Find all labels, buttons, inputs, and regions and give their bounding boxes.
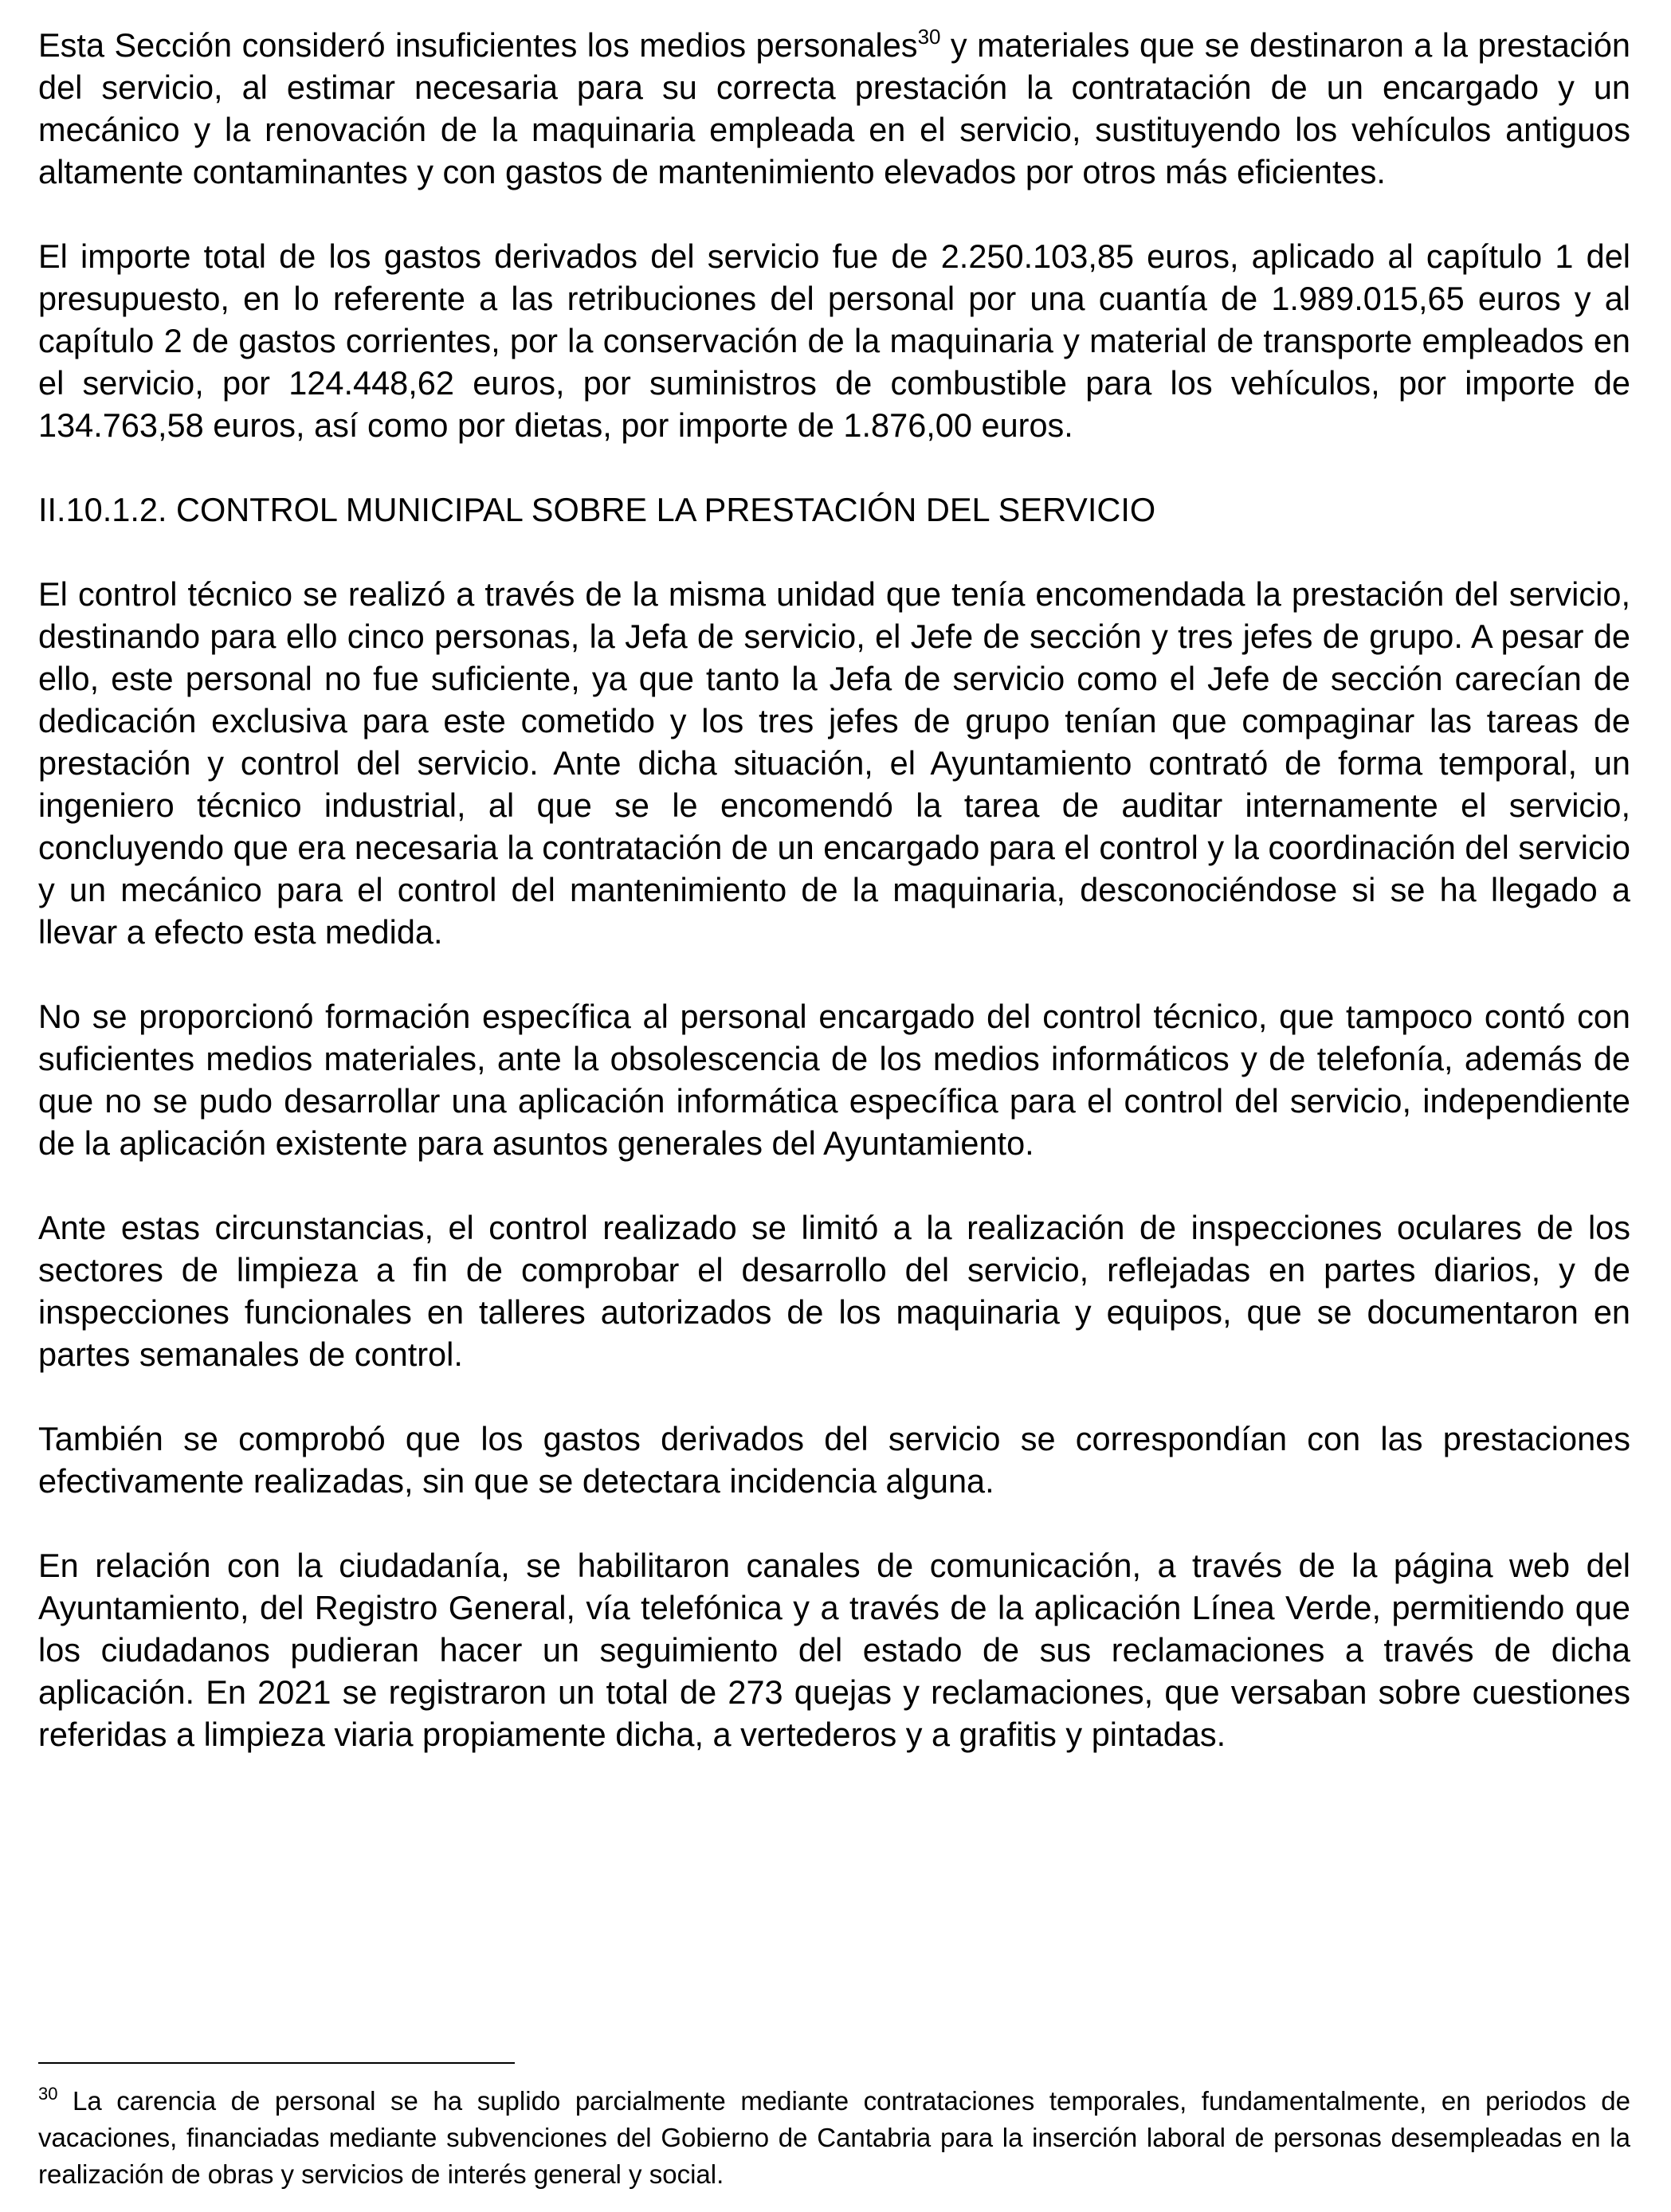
paragraph-staffing-text: Esta Sección consideró insuficientes los medios personales [38, 26, 918, 64]
paragraph-technical-control: El control técnico se realizó a través de la misma unidad que tenía encomendada la prestación del servicio, destinando para ello cinco personas, la Jefa de servicio, el Jefe de sección y tres jefes de grupo. A pesar de ello, este personal no fue suficiente, ya que tanto la Jefa de servicio como el Jefe de sección carecían de dedicación exclusiva para este cometido y los tres jefes de grupo tenían que compaginar las tareas de prestación y control del servicio. Ante dicha situación, el Ayuntamiento contrató de forma temporal, un ingeniero técnico industrial, al que se le encomendó la tarea de auditar internamente el servicio, concluyendo que era necesaria la contratación de un encargado para el control y la coordinación del servicio y un mecánico para el control del mantenimiento de la maquinaria, desconociéndose si se ha llegado a llevar a efecto esta medida. [38, 575, 1630, 951]
footnote-reference: 30 [917, 25, 941, 49]
footnote-text: La carencia de personal se ha suplido parcialmente mediante contrataciones temporales, fundamentalmente, en periodos de vacaciones, financiadas mediante subvenciones del Gobierno de Cantabria para la inserción laboral de personas desempleadas en la realización de obras y servicios de interés general y social. [38, 2086, 1630, 2189]
paragraph-inspections: Ante estas circunstancias, el control realizado se limitó a la realización de inspecciones oculares de los sectores de limpieza a fin de comprobar el desarrollo del servicio, reflejadas en partes diarios, y de inspecciones funcionales en talleres autorizados de los maquinaria y equipos, que se documentaron en partes semanales de control. [38, 1209, 1630, 1373]
document-body [38, 24, 1630, 1755]
paragraph-staffing-text-cont: y materiales que se destinaron a la prestación del servicio, al estimar necesaria para su correcta prestación la contratación de un encargado y un mecánico y la renovación de la maquinaria empleada en el servicio, sustituyendo los vehículos antiguos altamente contaminantes y con gastos de mantenimiento elevados por otros más eficientes. [38, 26, 1630, 190]
footnote [38, 2083, 1630, 2193]
paragraph-expenses: El importe total de los gastos derivados del servicio fue de 2.250.103,85 euros, aplicado al capítulo 1 del presupuesto, en lo referente a las retribuciones del personal por una cuantía de 1.989.015,65 euros y al capítulo 2 de gastos corrientes, por la conservación de la maquinaria y material de transporte empleados en el servicio, por 124.448,62 euros, por suministros de combustible para los vehículos, por importe de 134.763,58 euros, así como por dietas, por importe de 1.876,00 euros. [38, 237, 1630, 444]
paragraph-training: No se proporcionó formación específica al personal encargado del control técnico, que tampoco contó con suficientes medios materiales, ante la obsolescencia de los medios informáticos y de telefonía, además de que no se pudo desarrollar una aplicación informática específica para el control del servicio, independiente de la aplicación existente para asuntos generales del Ayuntamiento. [38, 998, 1630, 1162]
footnote-separator [38, 2062, 515, 2064]
paragraph-staffing [38, 24, 1630, 193]
section-heading: II.10.1.2. CONTROL MUNICIPAL SOBRE LA PRESTACIÓN DEL SERVICIO [38, 491, 1156, 528]
paragraph-expense-verification: También se comprobó que los gastos derivados del servicio se correspondían con las prestaciones efectivamente realizadas, sin que se detectara incidencia alguna. [38, 1420, 1630, 1500]
paragraph-citizen-channels: En relación con la ciudadanía, se habilitaron canales de comunicación, a través de la página web del Ayuntamiento, del Registro General, vía telefónica y a través de la aplicación Línea Verde, permitiendo que los ciudadanos pudieran hacer un seguimiento del estado de sus reclamaciones a través de dicha aplicación. En 2021 se registraron un total de 273 quejas y reclamaciones, que versaban sobre cuestiones referidas a limpieza viaria propiamente dicha, a vertederos y a grafitis y pintadas. [38, 1547, 1630, 1753]
footnote-number: 30 [38, 2084, 58, 2104]
